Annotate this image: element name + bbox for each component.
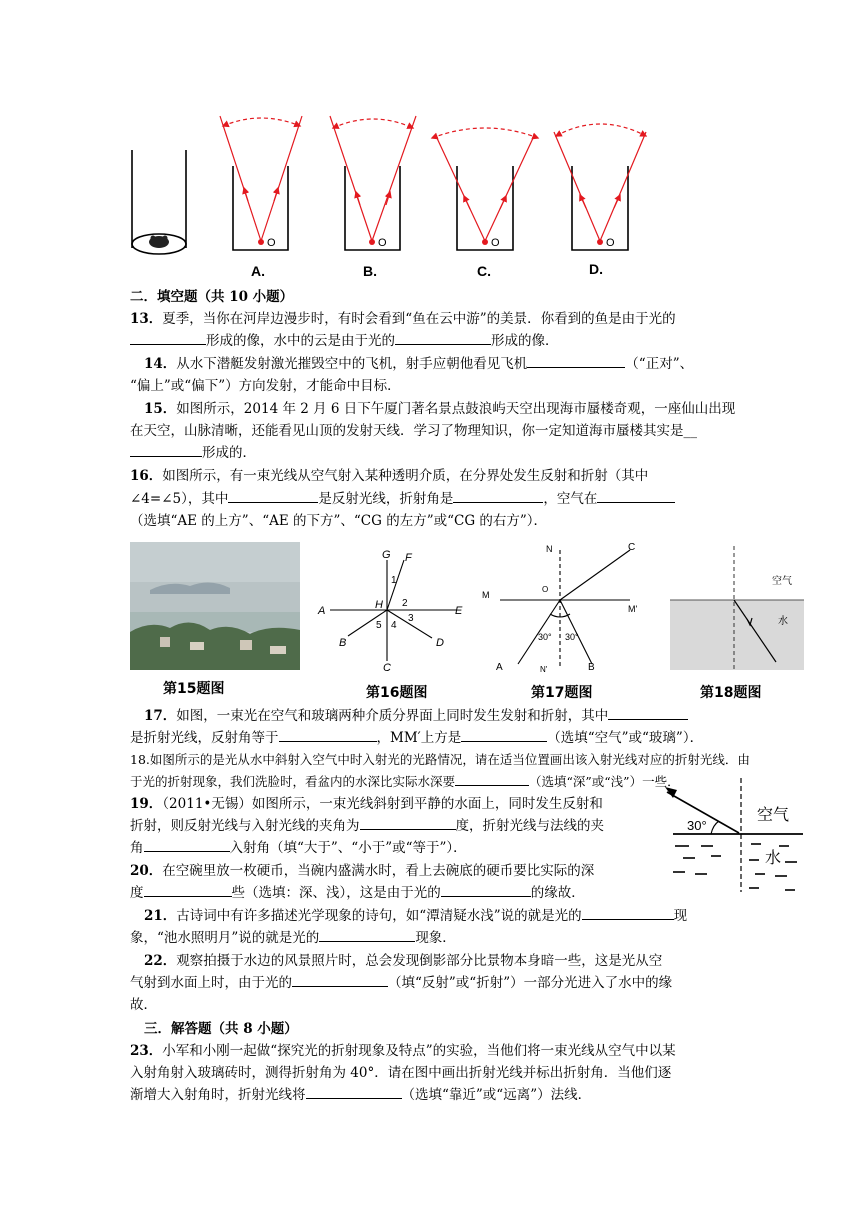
svg-text:C: C (383, 662, 391, 673)
q13-line-2: 形成的像，水中的云是由于光的 形成的像． (130, 330, 559, 352)
answer-blank[interactable] (360, 815, 456, 830)
svg-text:30°: 30° (565, 632, 579, 642)
q22-line-1: 22．观察拍摄于水边的风景照片时，总会发现倒影部分比景物本身暗一些，这是光从空 (144, 953, 663, 969)
answer-blank[interactable] (455, 771, 529, 786)
q18-line-1: 18.如图所示的是光从水中斜射入空气中时入射光的光路情况，请在适当位置画出该入射光线对应的折射光线．由 (130, 752, 750, 767)
svg-text:1: 1 (391, 575, 397, 586)
q21-line-2: 象，“池水照明月”说的就是光的 现象． (130, 927, 456, 949)
q19-line-2: 折射，则反射光线与入射光线的夹角为 度，折射光线与法线的夹 (130, 815, 604, 837)
answer-blank[interactable] (597, 488, 675, 503)
answer-blank[interactable] (461, 727, 547, 742)
water-label: 水 (778, 616, 788, 627)
q16-line-1: 16．如图所示，有一束光线从空气射入某种透明介质，在分界处发生反射和折射（其中 (130, 468, 649, 484)
point-o-label: O (267, 237, 276, 249)
svg-text:5: 5 (376, 620, 382, 631)
fig18-caption: 第18题图 (700, 685, 762, 701)
fig17-ray-diagram (478, 540, 648, 680)
answer-blank[interactable] (130, 330, 206, 345)
air-label: 空气 (757, 807, 790, 824)
answer-blank[interactable] (527, 353, 625, 368)
answer-blank[interactable] (130, 442, 202, 457)
answer-blank[interactable] (395, 330, 491, 345)
svg-text:2: 2 (402, 598, 408, 609)
point-o-label: O (378, 237, 387, 249)
answer-blank[interactable] (319, 927, 415, 942)
water-label: 水 (765, 850, 782, 867)
svg-text:B: B (339, 637, 347, 649)
svg-text:O: O (542, 585, 549, 594)
option-a-label: A. (251, 263, 265, 279)
q20-line-1: 20．在空碗里放一枚硬币，当碗内盛满水时，看上去碗底的硬币要比实际的深 (130, 863, 595, 879)
answer-blank[interactable] (144, 882, 232, 897)
svg-text:N: N (546, 544, 553, 554)
q17-line-1: 17．如图，一束光在空气和玻璃两种介质分界面上同时发生发射和折射，其中 (144, 705, 688, 727)
q15-line-2: 在天空，山脉清晰，还能看见山顶的发射天线．学习了物理知识，你一定知道海市蜃楼其实是__ (130, 423, 697, 439)
svg-text:H: H (375, 599, 383, 611)
q23-line-2: 入射角射入玻璃砖时，测得折射角为 40°．请在图中画出折射光线并标出折射角．当他们逐 (130, 1065, 672, 1081)
svg-text:F: F (405, 552, 412, 564)
svg-text:3: 3 (408, 613, 414, 624)
answer-blank[interactable] (144, 837, 230, 852)
fig18-ray-diagram (668, 546, 808, 674)
svg-text:M': M' (628, 604, 638, 614)
q14-line-2: “偏上”或“偏下”）方向发射，才能命中目标． (130, 378, 401, 394)
svg-text:G: G (382, 549, 391, 561)
q22-line-3: 故． (130, 997, 157, 1013)
answer-blank[interactable] (608, 705, 688, 720)
point-o-label: O (606, 237, 615, 249)
answer-blank[interactable] (306, 1084, 402, 1099)
answer-blank[interactable] (441, 882, 531, 897)
fig17-caption: 第17题图 (531, 685, 593, 701)
q13-line-1: 13．夏季，当你在河岸边漫步时，有时会看到“鱼在云中游”的美景．你看到的鱼是由于光的 (130, 311, 676, 327)
well-frog-figure (120, 108, 740, 283)
section-2-title: 二．填空题（共 10 小题） (130, 289, 294, 305)
well-with-frog (132, 150, 186, 254)
section-3-title: 三．解答题（共 8 小题） (144, 1021, 298, 1037)
svg-text:E: E (455, 605, 463, 617)
mirage-photo (130, 542, 300, 670)
q19-water-surface-figure (655, 776, 805, 894)
svg-text:30°: 30° (538, 632, 552, 642)
answer-blank[interactable] (279, 727, 377, 742)
q21-line-1: 21．古诗词中有许多描述光学现象的诗句，如“潭清疑水浅”说的就是光的 现 (144, 905, 687, 927)
q20-line-2: 度 些（选填：深、浅），这是由于光的 的缘故． (130, 882, 585, 904)
q22-line-2: 气射到水面上时，由于光的 （填“反射”或“折射”）一部分光进入了水中的缘 (130, 972, 672, 994)
svg-text:D: D (436, 637, 444, 649)
q17-line-2: 是折射光线，反射角等于 ，MM′上方是 （选填“空气”或“玻璃”）． (130, 727, 703, 749)
angle-label: 30° (687, 818, 707, 833)
option-d-diagram (554, 124, 646, 277)
answer-blank[interactable] (292, 972, 388, 987)
svg-text:A: A (496, 662, 503, 673)
q23-line-3: 渐增大入射角时，折射光线将 （选填“靠近”或“远离”）法线． (130, 1084, 591, 1106)
q16-line-3: （选填“AE 的上方”、“AE 的下方”、“CG 的左方”或“CG 的右方”）． (130, 513, 548, 529)
option-d-label: D. (589, 261, 603, 277)
answer-blank[interactable] (582, 905, 674, 920)
svg-text:B: B (588, 662, 595, 673)
svg-text:N': N' (540, 665, 548, 674)
q15-line-3: 形成的． (130, 442, 256, 464)
q15-line-1: 15．如图所示，2014 年 2 月 6 日下午厦门著名景点鼓浪屿天空出现海市蜃楼奇观，一座仙山出现 (144, 401, 736, 417)
fig15-caption: 第15题图 (163, 681, 225, 697)
q18-line-2: 于光的折射现象，我们洗脸时，看盆内的水深比实际水深要 （选填“深”或“浅”）一些． (130, 771, 680, 793)
svg-text:C: C (628, 542, 636, 553)
svg-text:M: M (482, 590, 490, 600)
svg-text:A: A (318, 605, 326, 617)
option-b-label: B. (363, 263, 377, 279)
q19-line-3: 角 入射角（填“大于”、“小于”或“等于”）． (130, 837, 467, 859)
q14-line-1: 14．从水下潜艇发射激光摧毁空中的飞机，射手应朝他看见飞机 （“正对”、 (144, 353, 693, 375)
fig16-caption: 第16题图 (366, 685, 428, 701)
answer-blank[interactable] (453, 488, 543, 503)
point-o-label: O (491, 237, 500, 249)
answer-blank[interactable] (228, 488, 318, 503)
svg-text:4: 4 (391, 620, 397, 631)
q23-line-1: 23．小军和小刚一起做“探究光的折射现象及特点”的实验，当他们将一束光线从空气中以某 (130, 1043, 676, 1059)
q16-line-2: ∠4=∠5），其中 是反射光线，折射角是 ，空气在 (130, 488, 675, 510)
option-a-diagram (220, 116, 302, 279)
fig16-ray-diagram (312, 548, 472, 673)
option-c-diagram (432, 128, 538, 279)
option-b-diagram (330, 116, 416, 279)
air-label: 空气 (772, 576, 792, 587)
option-c-label: C. (477, 263, 491, 279)
q19-line-1: 19．（2011•无锡）如图所示，一束光线斜射到平静的水面上，同时发生反射和 (130, 796, 603, 812)
